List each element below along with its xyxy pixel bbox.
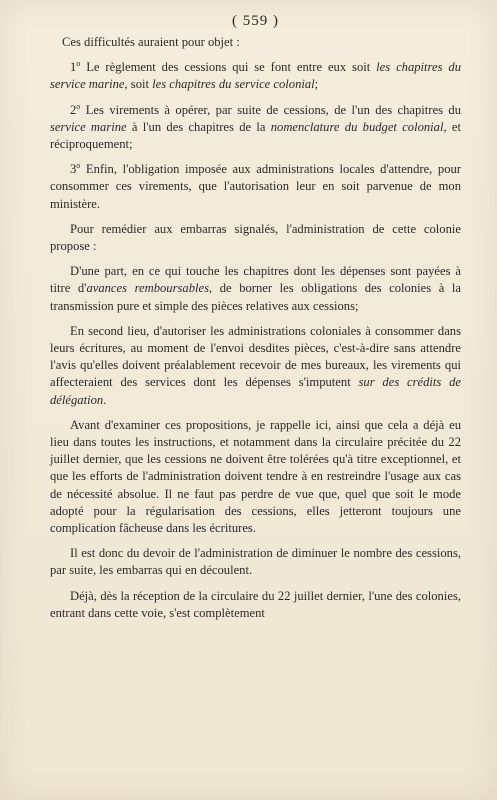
item-3-paragraph <box>50 161 461 213</box>
examine-paragraph <box>50 417 461 537</box>
item-2-paragraph <box>50 102 461 154</box>
item-1-paragraph <box>50 59 461 93</box>
part-2-paragraph <box>50 323 461 409</box>
item-1-number: 1 <box>70 60 77 75</box>
part-2-italic: sur des crédits de délégation <box>50 375 462 407</box>
duty-text: Il est donc du devoir de l'administration de diminuer le nombre des cessions, par suite, les embarras qui en découlent. <box>50 546 461 578</box>
item-1-italic-a: les chapitres du service marine <box>50 60 461 92</box>
already-paragraph <box>50 588 461 622</box>
remedy-paragraph <box>50 221 461 255</box>
already-text: Déjà, dès la réception de la circulaire du 22 juillet dernier, l'une des colonies, entrant dans cette voie, s'est complètement <box>50 588 461 620</box>
item-1-text-b: , soit <box>124 77 153 92</box>
item-2-italic-b: nomenclature du budget colonial <box>270 119 444 134</box>
item-2-text-c: , et réciproquement; <box>50 119 461 152</box>
item-3-number: 3 <box>70 162 77 177</box>
part-1-text-b: , de borner les obligations des colonies à la transmission pure et simple des pièces relatives aux cessions; <box>50 281 461 313</box>
part-1-italic: avances remboursables <box>86 281 209 296</box>
item-2-text-b: à l'un des chapitres de la <box>126 119 271 134</box>
item-2-text-a: Les virements à opérer, par suite de cessions, de l'un des chapitres du <box>80 102 461 117</box>
item-2-number: 2 <box>70 102 77 117</box>
item-1-text-c: ; <box>314 77 319 92</box>
page-number: ( 559 ) <box>232 13 279 29</box>
part-2-text-b: . <box>103 392 107 407</box>
item-2-italic-a: service marine <box>50 119 127 134</box>
item-1-italic-b: les chapitres du service colonial <box>152 77 315 92</box>
intro-paragraph <box>50 34 461 51</box>
intro-text: Ces difficultés auraient pour objet : <box>62 35 240 49</box>
item-3-ordinal: o <box>76 161 81 171</box>
part-1-text-a: D'une part, en ce qui touche les chapitres dont les dépenses sont payées à titre d' <box>50 264 461 296</box>
item-2-ordinal: o <box>76 101 81 111</box>
examine-text: Avant d'examiner ces propositions, je rappelle ici, ainsi que cela a déjà eu lieu dans toutes les instructions, et notamment dans la circulaire précitée du 22 juillet dernier, que les cessions ne doivent être tolérées qu'à titre exceptionnel, et que les efforts de l'administration doivent tendre à en restreindre l'usage aux cas de nécessité absolue. Il ne faut pas perdre de vue que, quel que soit le mode adopté pour la régularisation des cessions, elles jetteront toujours une complication fâcheuse dans les écritures. <box>50 417 461 536</box>
part-2-text-a: En second lieu, d'autoriser les administrations coloniales à consommer dans leurs écritures, au moment de l'envoi desdites pièces, c'est-à-dire sans attendre l'avis qu'elles doivent préalablement recevoir de mes bureaux, les virements qui affecteraient des services dont les dépenses s'imputent <box>50 323 461 390</box>
duty-paragraph <box>50 545 461 579</box>
item-1-ordinal: o <box>76 59 81 69</box>
part-1-paragraph <box>50 263 461 315</box>
item-3-text: Enfin, l'obligation imposée aux administrations locales d'attendre, pour consommer ces virements, que l'autorisation leur en soit parvenue de mon ministère. <box>50 162 461 211</box>
remedy-text: Pour remédier aux embarras signalés, l'administration de cette colonie propose : <box>50 221 461 254</box>
item-1-text-a: Le règlement des cessions qui se font entre eux soit <box>80 60 377 75</box>
